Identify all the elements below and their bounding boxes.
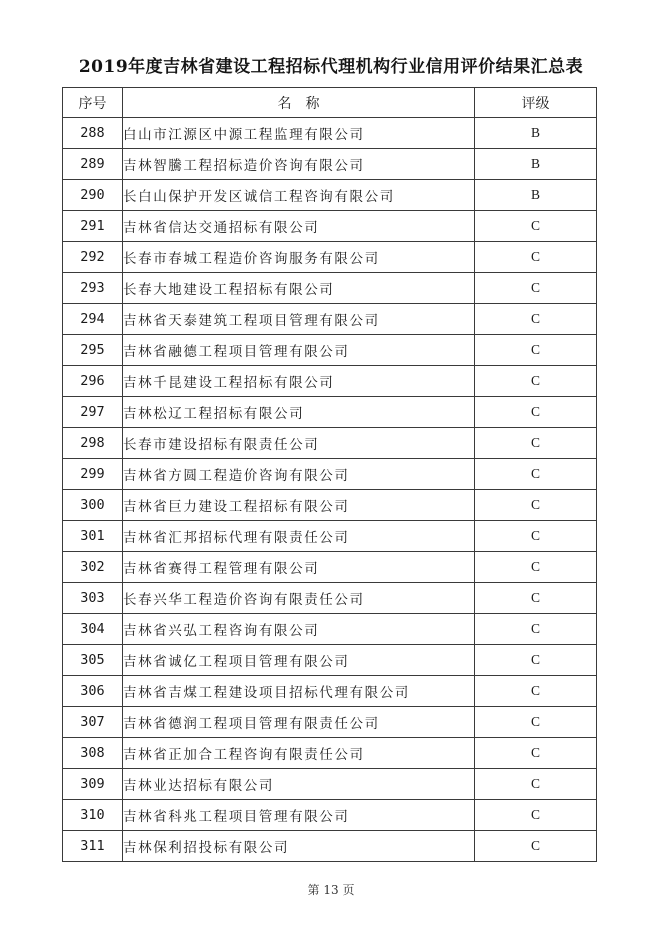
row-number: 304	[63, 614, 123, 645]
credit-grade: C	[475, 614, 597, 645]
table-row	[63, 273, 597, 304]
row-number: 307	[63, 707, 123, 738]
company-name: 长春兴华工程造价咨询有限责任公司	[123, 583, 475, 614]
company-name: 吉林省科兆工程项目管理有限公司	[123, 800, 475, 831]
company-name: 长白山保护开发区诚信工程咨询有限公司	[123, 180, 475, 211]
credit-grade: C	[475, 428, 597, 459]
table-row	[63, 335, 597, 366]
credit-grade: C	[475, 211, 597, 242]
row-number: 294	[63, 304, 123, 335]
table-row	[63, 521, 597, 552]
row-number: 306	[63, 676, 123, 707]
table-row	[63, 459, 597, 490]
company-name: 吉林省汇邦招标代理有限责任公司	[123, 521, 475, 552]
company-name: 吉林松辽工程招标有限公司	[123, 397, 475, 428]
credit-grade: C	[475, 366, 597, 397]
table-row	[63, 645, 597, 676]
credit-grade: B	[475, 118, 597, 149]
credit-grade: C	[475, 676, 597, 707]
table-row	[63, 118, 597, 149]
table-row	[63, 676, 597, 707]
credit-grade: C	[475, 831, 597, 862]
company-name: 吉林省方圆工程造价咨询有限公司	[123, 459, 475, 490]
company-name: 吉林省融德工程项目管理有限公司	[123, 335, 475, 366]
credit-grade: C	[475, 490, 597, 521]
table-body	[63, 118, 597, 862]
table-row	[63, 707, 597, 738]
table-row	[63, 428, 597, 459]
row-number: 305	[63, 645, 123, 676]
company-name: 吉林省信达交通招标有限公司	[123, 211, 475, 242]
credit-grade: C	[475, 273, 597, 304]
row-number: 308	[63, 738, 123, 769]
table-row	[63, 490, 597, 521]
company-name: 吉林保利招投标有限公司	[123, 831, 475, 862]
row-number: 302	[63, 552, 123, 583]
company-name: 吉林省诚亿工程项目管理有限公司	[123, 645, 475, 676]
row-number: 293	[63, 273, 123, 304]
table-row	[63, 831, 597, 862]
company-name: 长春市建设招标有限责任公司	[123, 428, 475, 459]
company-name: 吉林省德润工程项目管理有限责任公司	[123, 707, 475, 738]
company-name: 吉林省正加合工程咨询有限责任公司	[123, 738, 475, 769]
table-row	[63, 738, 597, 769]
row-number: 297	[63, 397, 123, 428]
table-row	[63, 769, 597, 800]
table-row	[63, 304, 597, 335]
company-name: 吉林省天泰建筑工程项目管理有限公司	[123, 304, 475, 335]
company-name: 吉林省兴弘工程咨询有限公司	[123, 614, 475, 645]
company-name: 吉林业达招标有限公司	[123, 769, 475, 800]
credit-grade: C	[475, 707, 597, 738]
row-number: 301	[63, 521, 123, 552]
page-number: 第 13 页	[307, 883, 355, 897]
credit-grade: C	[475, 645, 597, 676]
credit-grade: C	[475, 552, 597, 583]
company-name: 吉林省赛得工程管理有限公司	[123, 552, 475, 583]
row-number: 299	[63, 459, 123, 490]
company-name: 白山市江源区中源工程监理有限公司	[123, 118, 475, 149]
company-name: 吉林省吉煤工程建设项目招标代理有限公司	[123, 676, 475, 707]
table-row	[63, 397, 597, 428]
table-row	[63, 242, 597, 273]
table-row	[63, 552, 597, 583]
table-row	[63, 149, 597, 180]
row-number: 296	[63, 366, 123, 397]
row-number: 295	[63, 335, 123, 366]
credit-grade: C	[475, 242, 597, 273]
table-row	[63, 366, 597, 397]
row-number: 310	[63, 800, 123, 831]
row-number: 291	[63, 211, 123, 242]
table-row	[63, 800, 597, 831]
table-row	[63, 614, 597, 645]
credit-grade: C	[475, 583, 597, 614]
company-name: 吉林智騰工程招标造价咨询有限公司	[123, 149, 475, 180]
evaluation-table	[62, 87, 597, 862]
row-number: 288	[63, 118, 123, 149]
row-number: 290	[63, 180, 123, 211]
document-title: 2019年度吉林省建设工程招标代理机构行业信用评价结果汇总表	[78, 57, 584, 77]
header-name: 名 称	[123, 88, 475, 118]
table-row	[63, 180, 597, 211]
row-number: 311	[63, 831, 123, 862]
company-name: 长春市春城工程造价咨询服务有限公司	[123, 242, 475, 273]
table-row	[63, 583, 597, 614]
row-number: 303	[63, 583, 123, 614]
credit-grade: C	[475, 397, 597, 428]
row-number: 300	[63, 490, 123, 521]
credit-grade: B	[475, 149, 597, 180]
company-name: 吉林千昆建设工程招标有限公司	[123, 366, 475, 397]
company-name: 长春大地建设工程招标有限公司	[123, 273, 475, 304]
credit-grade: C	[475, 521, 597, 552]
table-row	[63, 211, 597, 242]
row-number: 292	[63, 242, 123, 273]
credit-grade: C	[475, 800, 597, 831]
credit-grade: C	[475, 335, 597, 366]
credit-grade: C	[475, 304, 597, 335]
header-grade: 评级	[475, 88, 597, 118]
credit-grade: C	[475, 738, 597, 769]
header-number: 序号	[63, 88, 123, 118]
company-name: 吉林省巨力建设工程招标有限公司	[123, 490, 475, 521]
row-number: 309	[63, 769, 123, 800]
table-header-row	[63, 88, 597, 118]
credit-grade: C	[475, 769, 597, 800]
row-number: 289	[63, 149, 123, 180]
credit-grade: B	[475, 180, 597, 211]
credit-grade: C	[475, 459, 597, 490]
row-number: 298	[63, 428, 123, 459]
